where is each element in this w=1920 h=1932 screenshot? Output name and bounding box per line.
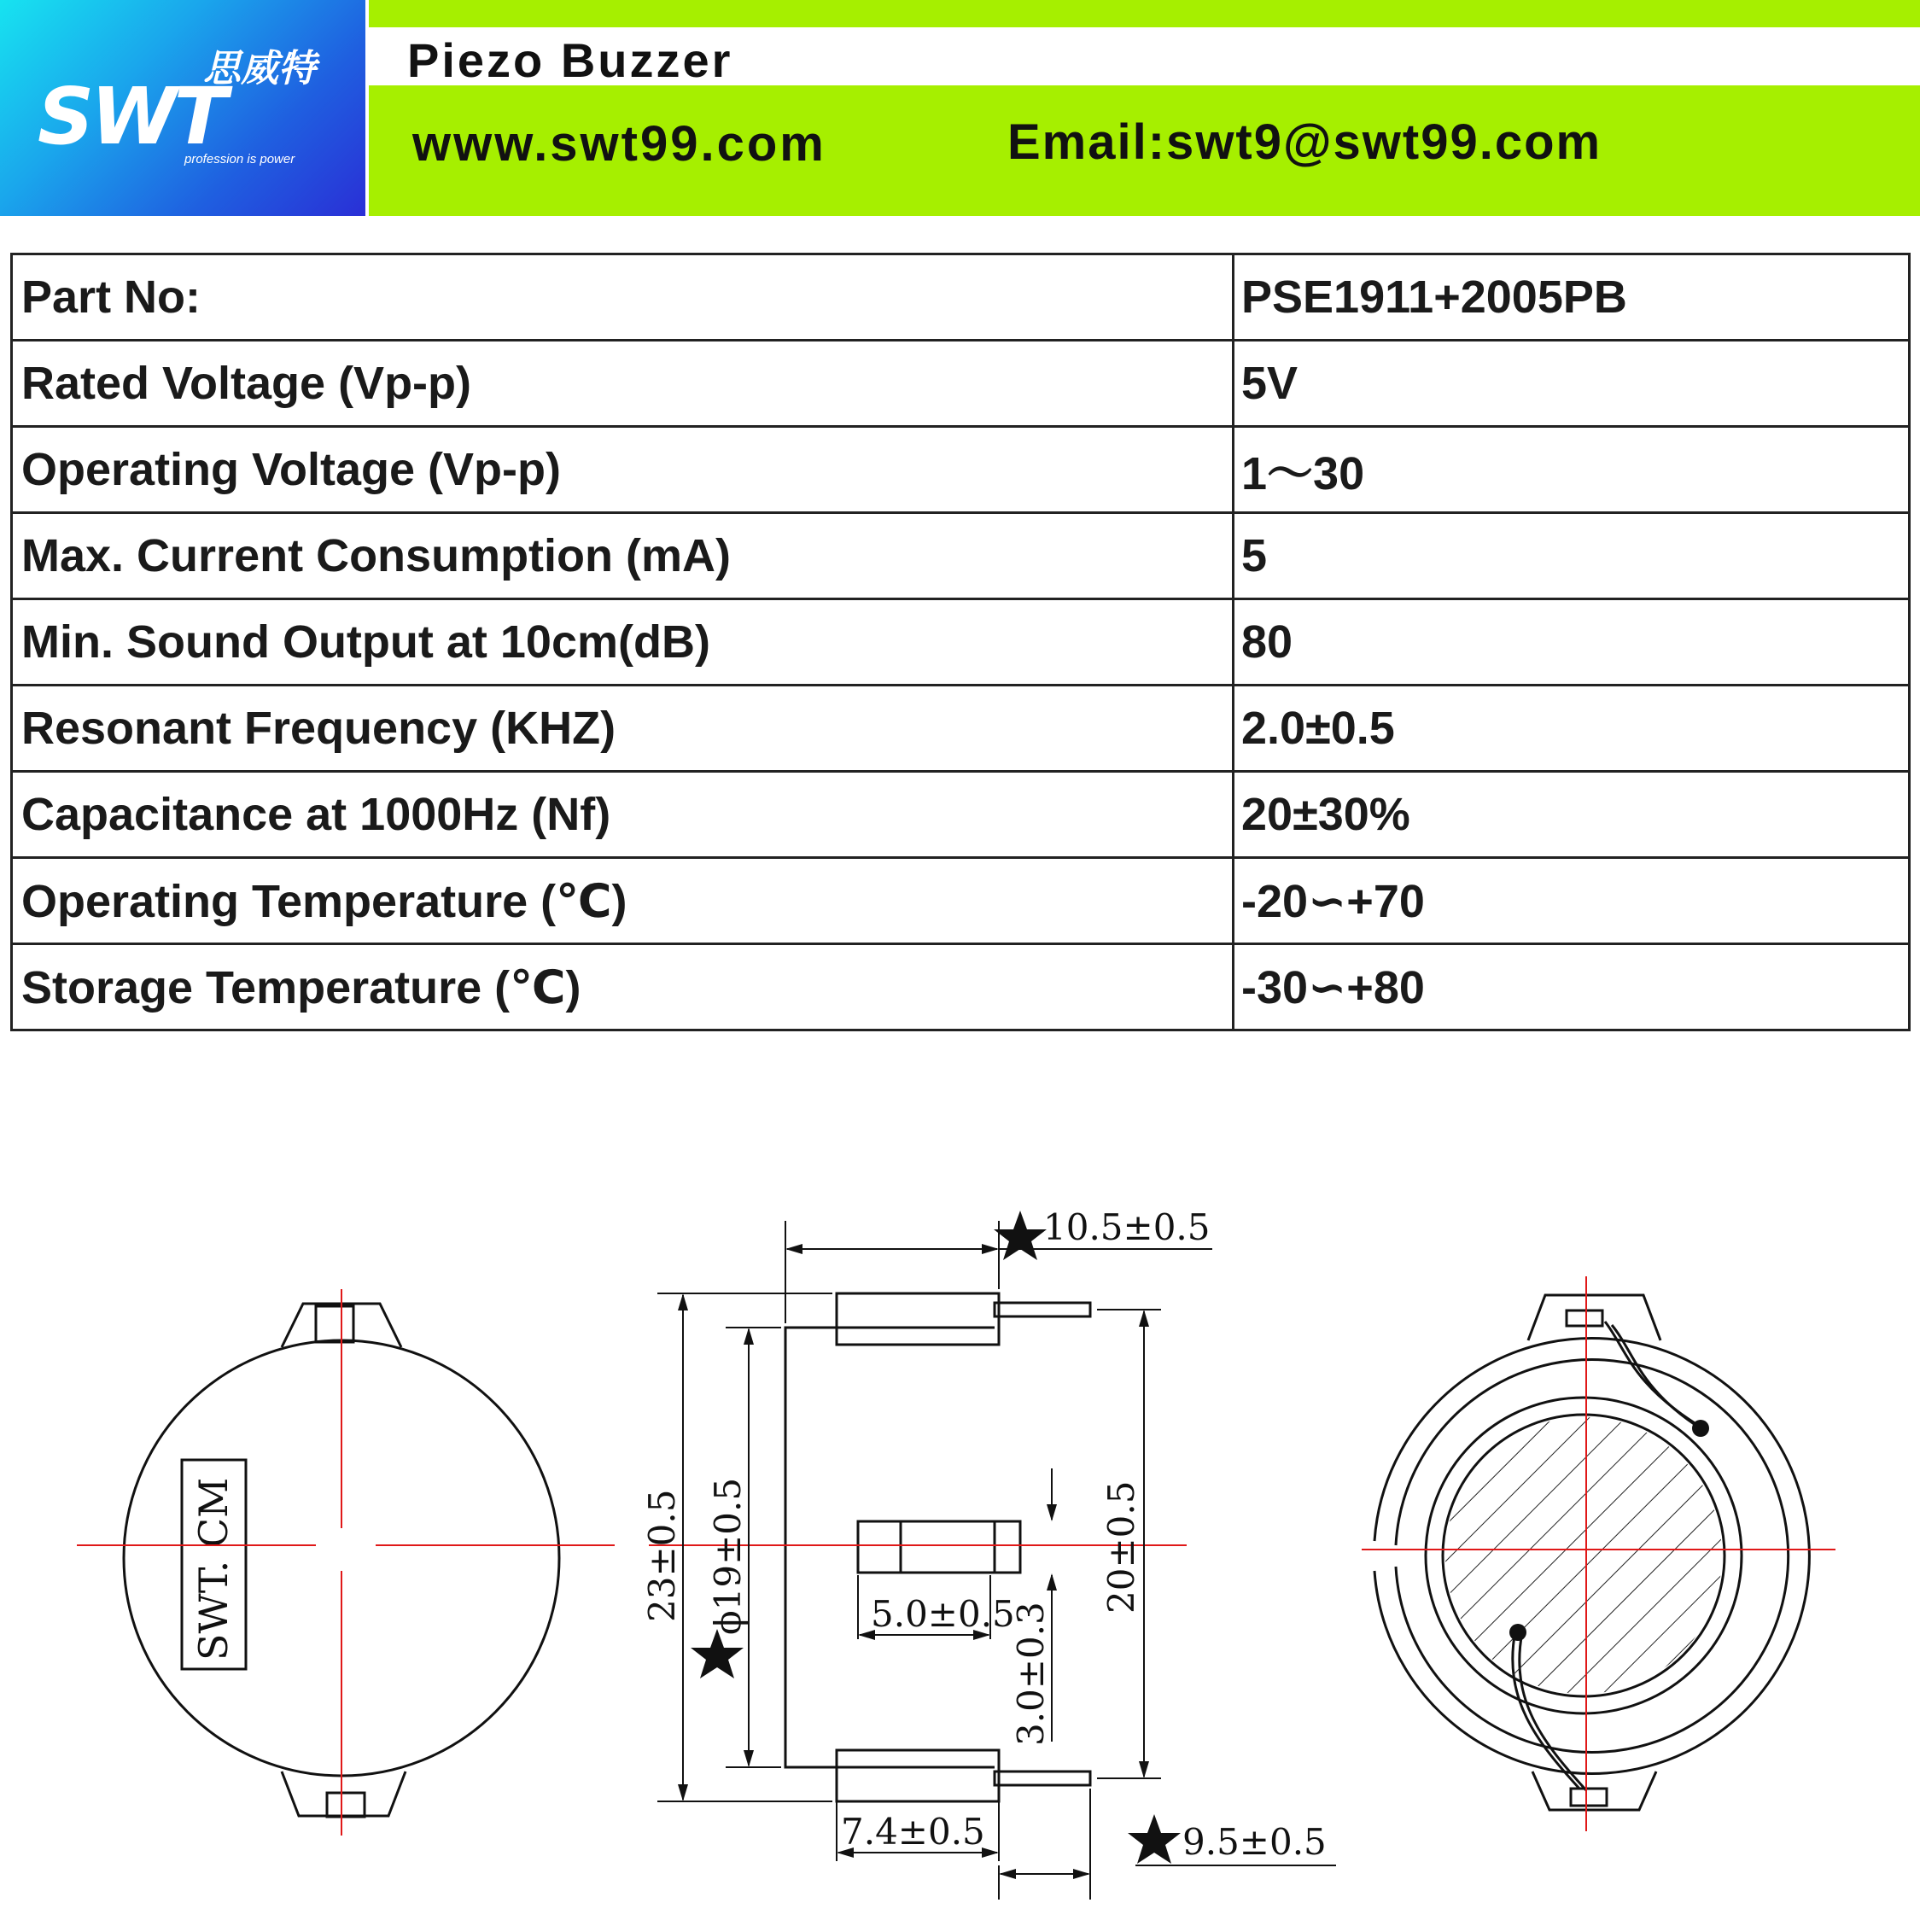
solder-point-bottom bbox=[1509, 1624, 1526, 1641]
spec-value: 1～30 bbox=[1234, 427, 1910, 513]
spec-value: PSE1911+2005PB bbox=[1234, 254, 1910, 341]
table-row bbox=[12, 599, 1910, 686]
spec-label: Operating Voltage (Vp-p) bbox=[12, 427, 1234, 513]
spec-label: Storage Temperature (℃) bbox=[12, 944, 1234, 1030]
table-row bbox=[12, 686, 1910, 772]
table-row bbox=[12, 254, 1910, 341]
spec-value: 20±30% bbox=[1234, 772, 1910, 858]
dim-pin-pitch: 20±0.5 bbox=[1100, 1480, 1142, 1614]
spec-label: Rated Voltage (Vp-p) bbox=[12, 341, 1234, 427]
dim-top-width: 10.5±0.5 bbox=[1043, 1206, 1211, 1248]
table-row bbox=[12, 341, 1910, 427]
table-row bbox=[12, 772, 1910, 858]
spec-label: Max. Current Consumption (mA) bbox=[12, 513, 1234, 599]
table-row bbox=[12, 427, 1910, 513]
header-band-top bbox=[369, 0, 1920, 27]
dim-inner-height: 3.0±0.3 bbox=[1010, 1602, 1052, 1746]
spec-label: Capacitance at 1000Hz (Nf) bbox=[12, 772, 1234, 858]
dim-diameter: ϕ19±0.5 bbox=[707, 1477, 749, 1635]
spec-label: Part No: bbox=[12, 254, 1234, 341]
dim-pin-length: 9.5±0.5 bbox=[1182, 1821, 1327, 1863]
logo bbox=[0, 0, 369, 216]
logo-tagline: profession is power bbox=[184, 152, 295, 166]
hatched-disc bbox=[1445, 1417, 1722, 1694]
table-row bbox=[12, 944, 1910, 1030]
front-centerlines bbox=[77, 1289, 615, 1836]
spec-table bbox=[10, 253, 1911, 1031]
spec-value: -30∽+80 bbox=[1234, 944, 1910, 1030]
spec-label: Min. Sound Output at 10cm(dB) bbox=[12, 599, 1234, 686]
email-link[interactable]: Email:swt9@swt99.com bbox=[1007, 114, 1602, 170]
table-row bbox=[12, 858, 1910, 944]
spec-value: 5 bbox=[1234, 513, 1910, 599]
page-title: Piezo Buzzer bbox=[407, 33, 733, 87]
website-link[interactable]: www.swt99.com bbox=[412, 116, 826, 172]
table-row bbox=[12, 513, 1910, 599]
technical-drawing bbox=[0, 1178, 1920, 1912]
dim-base-width: 7.4±0.5 bbox=[841, 1811, 985, 1853]
dim-inner-width: 5.0±0.5 bbox=[871, 1593, 1015, 1635]
spec-value: 2.0±0.5 bbox=[1234, 686, 1910, 772]
front-marking-text: SWT. CM bbox=[190, 1477, 236, 1661]
logo-letters: SWT bbox=[38, 84, 225, 152]
spec-value: 5V bbox=[1234, 341, 1910, 427]
header bbox=[0, 0, 1920, 216]
spec-value: -20∽+70 bbox=[1234, 858, 1910, 944]
spec-label: Operating Temperature (℃) bbox=[12, 858, 1234, 944]
solder-point-top bbox=[1692, 1420, 1709, 1437]
spec-label: Resonant Frequency (KHZ) bbox=[12, 686, 1234, 772]
spec-value: 80 bbox=[1234, 599, 1910, 686]
dimension-lines bbox=[657, 1221, 1336, 1900]
dim-overall-height: 23±0.5 bbox=[641, 1489, 683, 1622]
logo-chinese-name: 思威特 bbox=[203, 47, 316, 90]
swt-logo-mark bbox=[34, 84, 324, 152]
